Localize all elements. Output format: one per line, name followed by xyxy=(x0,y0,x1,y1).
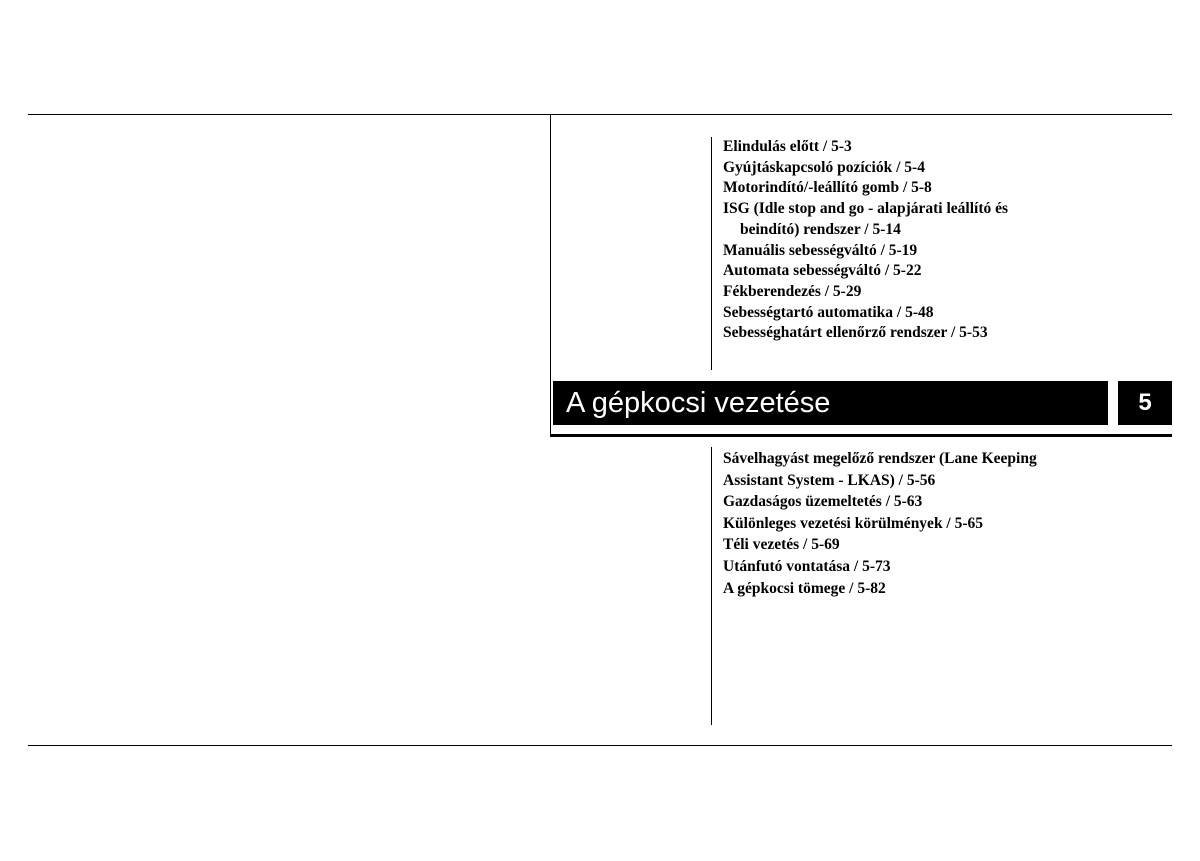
upper-toc-divider xyxy=(711,137,712,370)
toc-item[interactable]: Különleges vezetési körülmények / 5-65 xyxy=(723,514,984,532)
bottom-rule xyxy=(28,745,1172,746)
lower-toc-divider xyxy=(711,447,712,725)
toc-item[interactable]: A gépkocsi tömege / 5-82 xyxy=(723,579,886,597)
toc-item[interactable]: Gazdaságos üzemeltetés / 5-63 xyxy=(723,493,923,511)
top-rule xyxy=(28,114,1172,115)
toc-item[interactable]: Motorindító/-leállító gomb / 5-8 xyxy=(723,179,932,197)
toc-item[interactable]: Sebességtartó automatika / 5-48 xyxy=(723,303,934,321)
toc-item[interactable]: Automata sebességváltó / 5-22 xyxy=(723,262,922,280)
chapter-number-badge xyxy=(1118,381,1172,425)
toc-item[interactable]: Gyújtáskapcsoló pozíciók / 5-4 xyxy=(723,158,925,176)
chapter-number: 5 xyxy=(1138,389,1152,416)
toc-item[interactable]: Assistant System - LKAS) / 5-56 xyxy=(723,471,936,489)
toc-lower-list xyxy=(723,448,1037,599)
toc-upper-list xyxy=(723,137,1008,344)
title-underline xyxy=(550,434,1172,437)
toc-item[interactable]: Manuális sebességváltó / 5-19 xyxy=(723,241,918,259)
toc-item[interactable]: Sávelhagyást megelőző rendszer (Lane Keeping xyxy=(723,450,1037,467)
chapter-title-bar xyxy=(553,381,1108,425)
chapter-title: A gépkocsi vezetése xyxy=(566,387,831,419)
toc-item-continuation[interactable] xyxy=(723,220,1008,241)
toc-item-continuation-text: beindító) rendszer / 5-14 xyxy=(740,220,901,238)
toc-item[interactable]: ISG (Idle stop and go - alapjárati leállító és xyxy=(723,200,1009,218)
toc-item[interactable]: Elindulás előtt / 5-3 xyxy=(723,138,852,155)
toc-item[interactable]: Téli vezetés / 5-69 xyxy=(723,536,840,554)
toc-item[interactable]: Sebességhatárt ellenőrző rendszer / 5-53 xyxy=(723,324,988,342)
toc-item[interactable]: Utánfutó vontatása / 5-73 xyxy=(723,557,891,575)
toc-item[interactable]: Fékberendezés / 5-29 xyxy=(723,282,862,300)
left-vertical-divider xyxy=(550,114,551,436)
